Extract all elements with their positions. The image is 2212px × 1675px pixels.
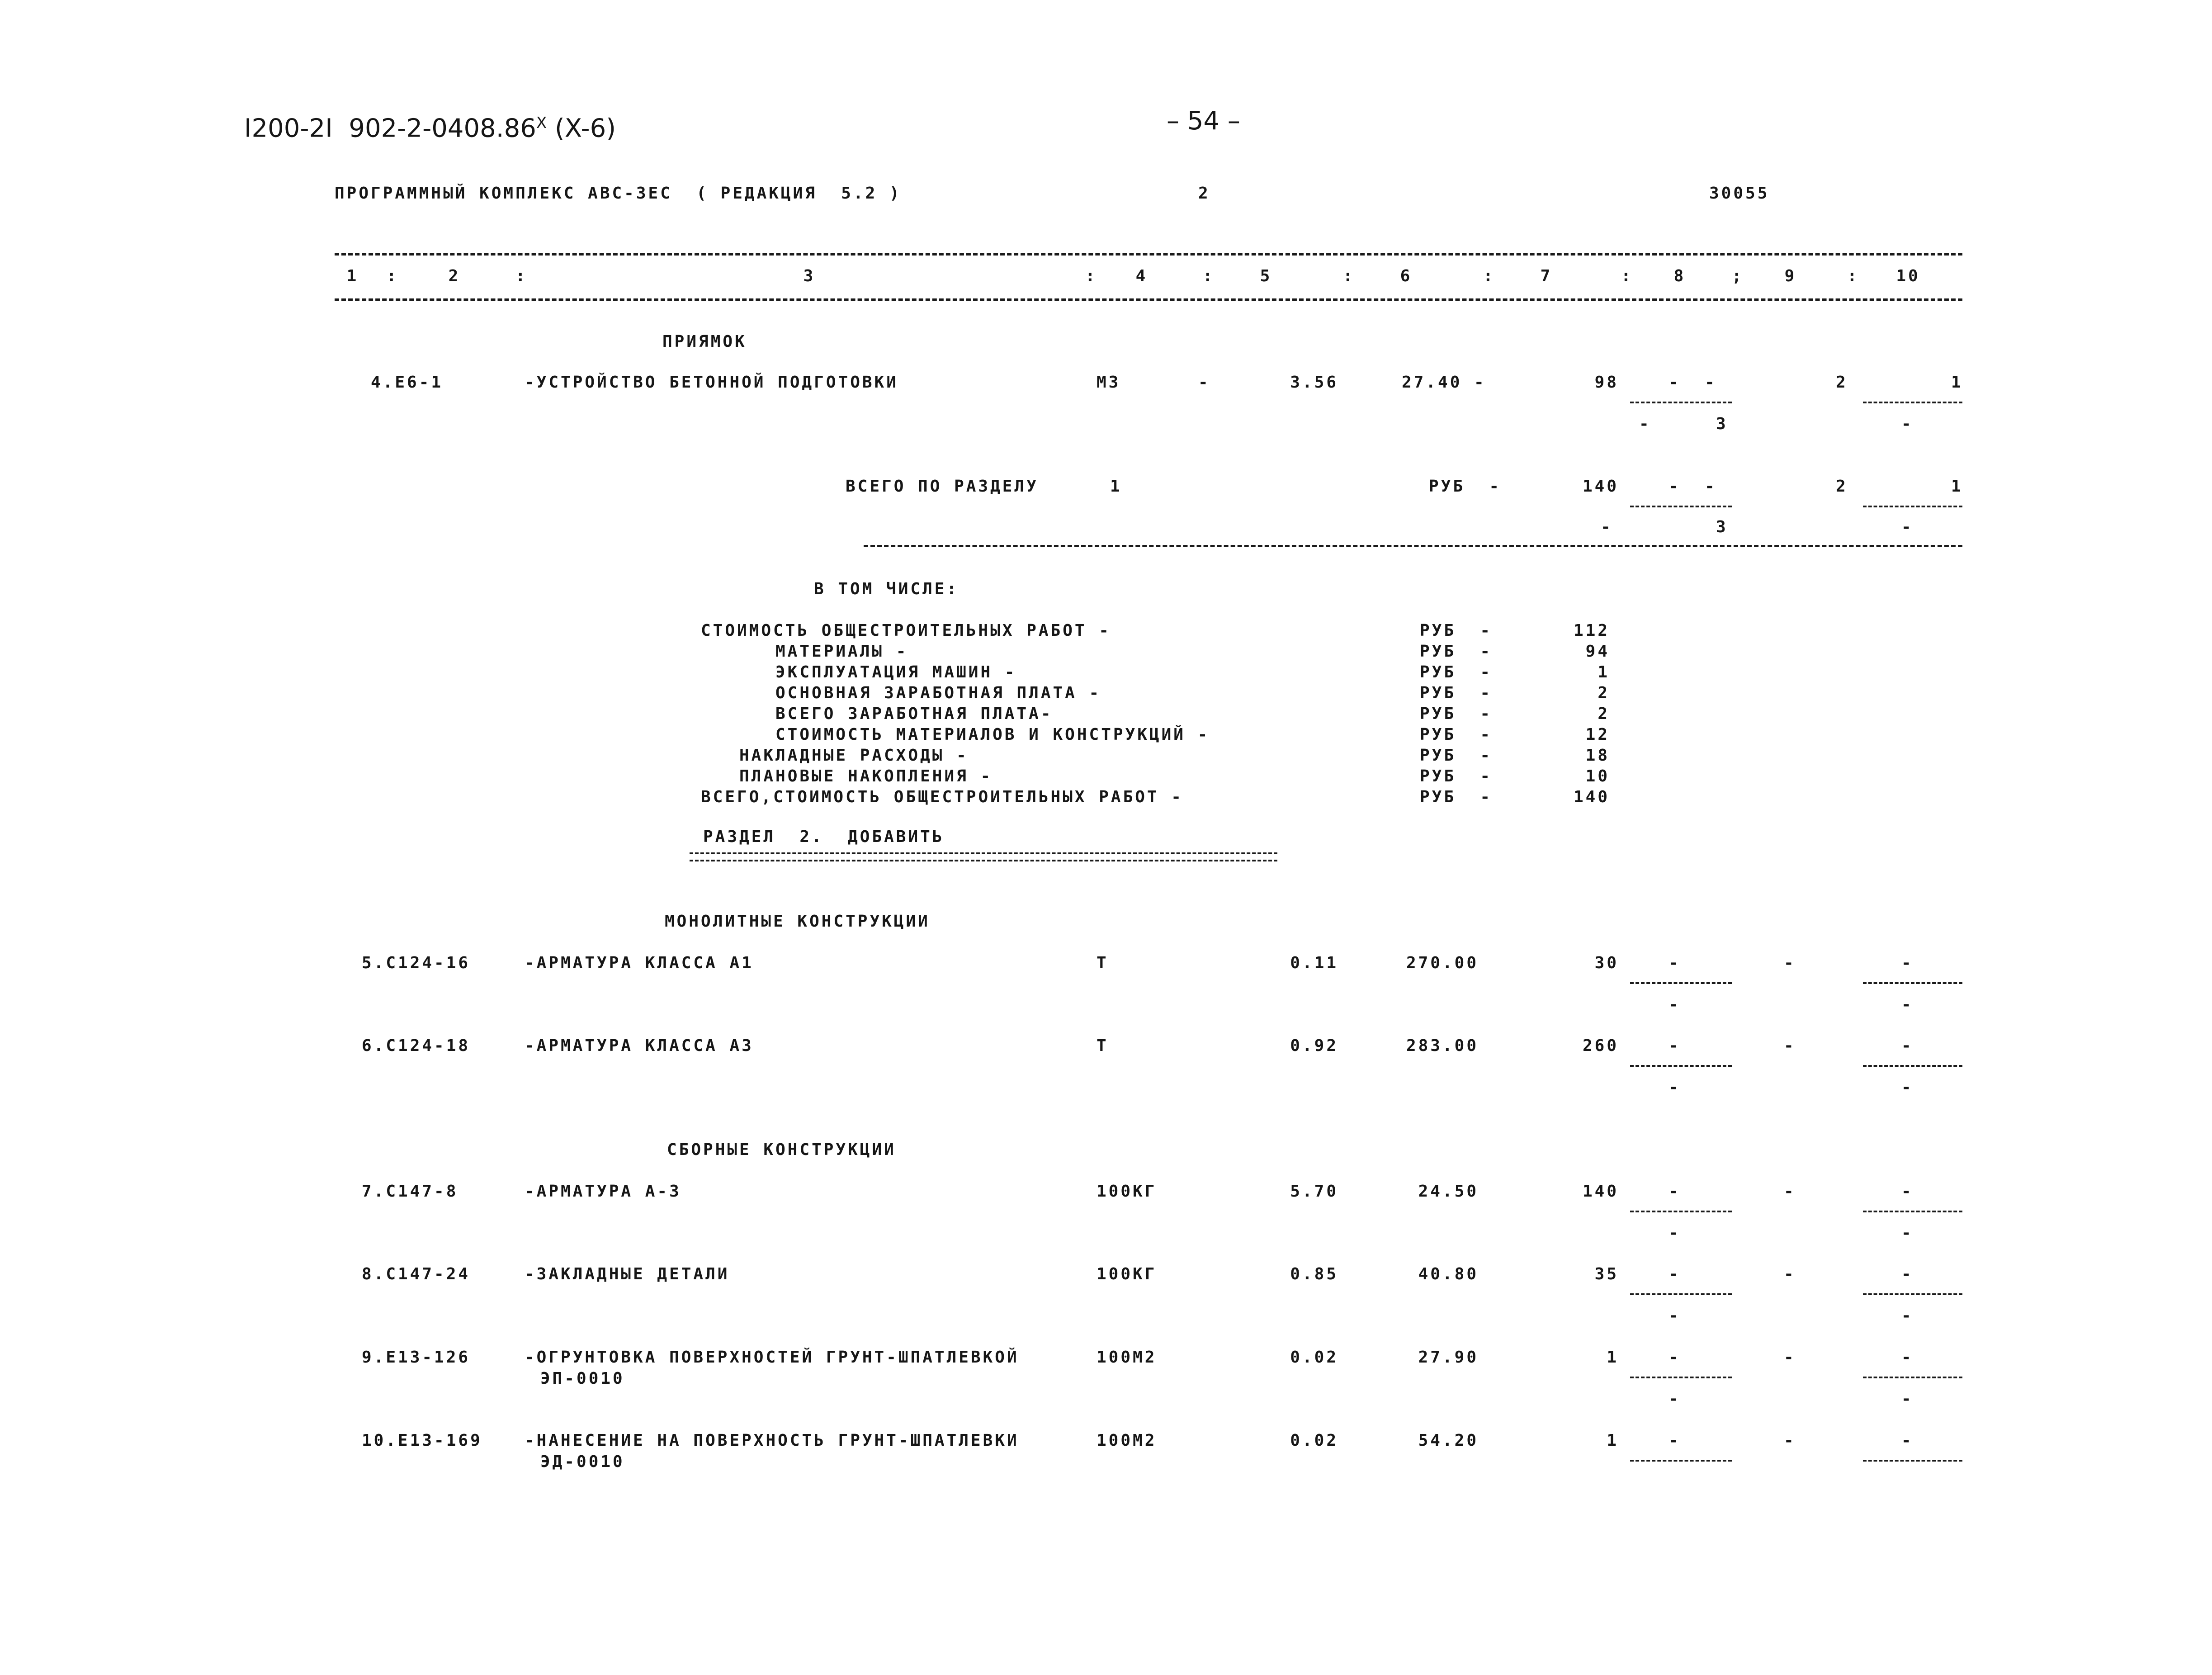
row-total: 1 (1607, 1431, 1619, 1450)
row-name: -ОГРУНТОВКА ПОВЕРХНОСТЕЙ ГРУНТ-ШПАТЛЕВКОЙ (525, 1348, 1019, 1367)
column-header-4: 4 (1135, 267, 1148, 285)
row-column-10-rule (1863, 1460, 1962, 1462)
column-header-7: 7 (1540, 267, 1553, 285)
row-column-9: - (1784, 954, 1796, 972)
row-total: 260 (1582, 1036, 1619, 1055)
row-quantity: 0.85 (1290, 1265, 1338, 1283)
document-code-superscript: X (536, 114, 547, 132)
row-column-8-rule (1630, 1293, 1732, 1295)
including-label: ПЛАНОВЫЕ НАКОПЛЕНИЯ - (739, 767, 993, 785)
column-separator: : (515, 267, 528, 285)
row-column-10: - (1901, 954, 1914, 972)
section-2-heading: РАЗДЕЛ 2. ДОБАВИТЬ (703, 828, 945, 846)
row-column-8: - (1668, 1036, 1681, 1055)
row-column-8: - (1668, 1265, 1681, 1283)
page-number: – 54 – (1167, 106, 1240, 136)
row-column-10-lower: - (1901, 1306, 1914, 1325)
section-2-double-rule (690, 852, 1277, 861)
section-total-column-10: 1 (1951, 477, 1963, 496)
row-column-8: - (1668, 1431, 1681, 1450)
column-separator: ; (1732, 267, 1744, 285)
section-total-label: ВСЕГО ПО РАЗДЕЛУ (846, 477, 1039, 496)
including-value: 1 (1598, 663, 1610, 681)
section-title-monolithic: МОНОЛИТНЫЕ КОНСТРУКЦИИ (665, 912, 930, 931)
row-column-8-rule (1630, 1211, 1732, 1212)
row-column-8-lower: - (1668, 1078, 1681, 1097)
row-column-8-lower: - (1668, 1306, 1681, 1325)
row-column-8-rule (1630, 402, 1732, 403)
column-separator: : (1621, 267, 1633, 285)
program-title: ПРОГРАММНЫЙ КОМПЛЕКС АВС-ЗЕС ( РЕДАКЦИЯ 5.2 ) (335, 184, 902, 203)
row-unit: Т (1097, 1036, 1109, 1055)
column-separator: : (1483, 267, 1495, 285)
column-header-3: 3 (803, 267, 816, 285)
section-total-rule (864, 545, 1962, 547)
including-label: ЭКСПЛУАТАЦИЯ МАШИН - (775, 663, 1017, 681)
row-column-8-rule (1630, 1460, 1732, 1462)
row-column-10: - (1901, 1265, 1914, 1283)
column-header-6: 6 (1400, 267, 1413, 285)
section-total-unit: РУБ - (1429, 477, 1502, 496)
row-column-8: - - (1668, 373, 1717, 392)
row-column-9: - (1784, 1182, 1796, 1201)
row-column-10-rule (1863, 402, 1962, 403)
row-column-8-rule (1630, 1377, 1732, 1378)
section-total-value: 140 (1582, 477, 1619, 496)
section-total-column-8-rule (1630, 506, 1732, 507)
row-column-8-lower: 3 (1716, 415, 1728, 433)
row-name: -АРМАТУРА КЛАССА А1 (525, 954, 754, 972)
row-total: 140 (1582, 1182, 1619, 1201)
row-unit: 100КГ (1097, 1182, 1157, 1201)
row-quantity: 0.02 (1290, 1431, 1338, 1450)
including-value: 140 (1573, 788, 1610, 806)
column-header-9: 9 (1784, 267, 1797, 285)
including-label: ВСЕГО,СТОИМОСТЬ ОБЩЕСТРОИТЕЛЬНЫХ РАБОТ - (701, 788, 1183, 806)
including-value: 18 (1585, 746, 1610, 765)
including-title: В ТОМ ЧИСЛЕ: (814, 580, 959, 598)
including-unit: РУБ - (1420, 725, 1493, 744)
including-value: 112 (1573, 621, 1610, 640)
section-total-column-8-lower: 3 (1716, 518, 1728, 536)
section-total-column-8: - - (1668, 477, 1717, 496)
header-rule-top (335, 253, 1962, 256)
including-unit: РУБ - (1420, 746, 1493, 765)
row-name-continuation: ЭД-0010 (540, 1453, 625, 1471)
row-unit: 100М2 (1097, 1431, 1157, 1450)
row-column-10-lower: - (1901, 995, 1914, 1014)
row-column-8-lower-left: - (1639, 415, 1651, 433)
including-label: СТОИМОСТЬ МАТЕРИАЛОВ И КОНСТРУКЦИЙ - (775, 725, 1210, 744)
column-separator: : (1203, 267, 1215, 285)
row-quantity: 0.92 (1290, 1036, 1338, 1055)
row-price: 283.00 (1406, 1036, 1479, 1055)
row-column-8-rule (1630, 982, 1732, 984)
row-price: 270.00 (1406, 954, 1479, 972)
row-name: -АРМАТУРА А-3 (525, 1182, 681, 1201)
row-column-9: - (1784, 1348, 1796, 1367)
including-value: 2 (1598, 705, 1610, 723)
including-label: СТОИМОСТЬ ОБЩЕСТРОИТЕЛЬНЫХ РАБОТ - (701, 621, 1111, 640)
row-column-10-rule (1863, 1065, 1962, 1067)
row-column-8-lower: - (1668, 1224, 1681, 1242)
row-code: 5.С124-16 (362, 954, 471, 972)
including-unit: РУБ - (1420, 663, 1493, 681)
row-quantity: 3.56 (1290, 373, 1338, 392)
column-header-8: 8 (1673, 267, 1686, 285)
row-unit: М3 (1097, 373, 1121, 392)
row-price: 27.90 (1418, 1348, 1479, 1367)
row-unit: Т (1097, 954, 1109, 972)
row-column-10-lower: - (1901, 1390, 1914, 1408)
row-column-9: - (1784, 1036, 1796, 1055)
row-code: 9.Е13-126 (362, 1348, 471, 1367)
section-title-pit: ПРИЯМОК (662, 332, 747, 351)
row-column-8: - (1668, 954, 1681, 972)
row-code: 7.С147-8 (362, 1182, 458, 1201)
row-total: 98 (1594, 373, 1619, 392)
including-label: ОСНОВНАЯ ЗАРАБОТНАЯ ПЛАТА - (775, 684, 1101, 702)
row-price: 27.40 - (1402, 373, 1486, 392)
row-column-8: - (1668, 1182, 1681, 1201)
row-quantity: 0.11 (1290, 954, 1338, 972)
row-column-10-rule (1863, 1377, 1962, 1378)
including-unit: РУБ - (1420, 705, 1493, 723)
including-value: 2 (1598, 684, 1610, 702)
row-unit: 100М2 (1097, 1348, 1157, 1367)
section-total-number: 1 (1110, 477, 1122, 496)
column-header-2: 2 (448, 267, 461, 285)
including-unit: РУБ - (1420, 788, 1493, 806)
row-quantity: 0.02 (1290, 1348, 1338, 1367)
row-total: 30 (1594, 954, 1619, 972)
row-column-9: 2 (1836, 373, 1848, 392)
including-label: НАКЛАДНЫЕ РАСХОДЫ - (739, 746, 969, 765)
column-header-5: 5 (1260, 267, 1272, 285)
row-column-10-rule (1863, 1211, 1962, 1212)
row-column-4: - (1198, 373, 1210, 392)
row-price: 40.80 (1418, 1265, 1479, 1283)
section-total-column-8-lower-left: - (1601, 518, 1613, 536)
row-column-10-rule (1863, 1293, 1962, 1295)
column-separator: : (1847, 267, 1859, 285)
row-column-8: - (1668, 1348, 1681, 1367)
row-price: 24.50 (1418, 1182, 1479, 1201)
row-column-10: - (1901, 1431, 1914, 1450)
row-name: -УСТРОЙСТВО БЕТОННОЙ ПОДГОТОВКИ (525, 373, 898, 392)
row-column-8-rule (1630, 1065, 1732, 1067)
row-name: -НАНЕСЕНИЕ НА ПОВЕРХНОСТЬ ГРУНТ-ШПАТЛЕВКИ (525, 1431, 1019, 1450)
row-total: 1 (1607, 1348, 1619, 1367)
row-column-8-lower: - (1668, 995, 1681, 1014)
program-number: 2 (1198, 184, 1210, 203)
document-code-tail: (X-6) (547, 114, 616, 143)
including-unit: РУБ - (1420, 684, 1493, 702)
including-unit: РУБ - (1420, 767, 1493, 785)
row-column-10-rule (1863, 982, 1962, 984)
row-name: -АРМАТУРА КЛАССА А3 (525, 1036, 754, 1055)
column-separator: : (1343, 267, 1355, 285)
row-column-10: - (1901, 1182, 1914, 1201)
section-total-column-9: 2 (1836, 477, 1848, 496)
row-column-10: 1 (1951, 373, 1963, 392)
column-separator: : (387, 267, 399, 285)
row-quantity: 5.70 (1290, 1182, 1338, 1201)
column-separator: : (1085, 267, 1097, 285)
row-name: -ЗАКЛАДНЫЕ ДЕТАЛИ (525, 1265, 730, 1283)
row-total: 35 (1594, 1265, 1619, 1283)
row-price: 54.20 (1418, 1431, 1479, 1450)
section-title-precast: СБОРНЫЕ КОНСТРУКЦИИ (667, 1140, 896, 1159)
row-code: 6.С124-18 (362, 1036, 471, 1055)
including-label: МАТЕРИАЛЫ - (775, 642, 908, 661)
including-value: 10 (1585, 767, 1610, 785)
row-code: 8.С147-24 (362, 1265, 471, 1283)
including-value: 12 (1585, 725, 1610, 744)
including-value: 94 (1585, 642, 1610, 661)
row-column-10: - (1901, 1036, 1914, 1055)
row-column-10-lower: - (1901, 1078, 1914, 1097)
row-column-9: - (1784, 1265, 1796, 1283)
column-header-1: 1 (346, 267, 359, 285)
section-total-column-10-rule (1863, 506, 1962, 507)
row-column-9: - (1784, 1431, 1796, 1450)
program-code: 30055 (1709, 184, 1770, 203)
including-label: ВСЕГО ЗАРАБОТНАЯ ПЛАТА- (775, 705, 1053, 723)
section-total-column-10-lower: - (1901, 518, 1914, 536)
header-rule-bottom (335, 298, 1962, 301)
row-code: 10.Е13-169 (362, 1431, 482, 1450)
document-code (244, 115, 616, 142)
document-code-main: I200-2I 902-2-0408.86 (244, 114, 536, 143)
row-column-10: - (1901, 1348, 1914, 1367)
including-unit: РУБ - (1420, 642, 1493, 661)
row-column-8-lower: - (1668, 1390, 1681, 1408)
including-unit: РУБ - (1420, 621, 1493, 640)
row-column-10-lower: - (1901, 1224, 1914, 1242)
row-unit: 100КГ (1097, 1265, 1157, 1283)
row-name-continuation: ЭП-0010 (540, 1369, 625, 1388)
column-header-10: 10 (1896, 267, 1920, 285)
row-column-10-lower: - (1901, 415, 1914, 433)
row-code: 4.Е6-1 (371, 373, 444, 392)
